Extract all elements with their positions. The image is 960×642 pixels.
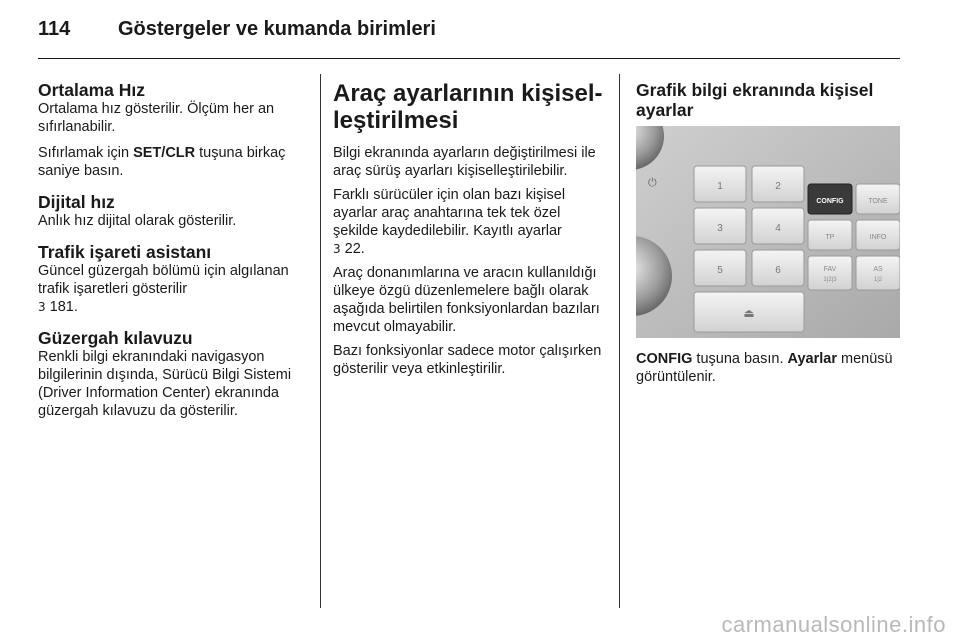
page-reference: 181. (49, 299, 78, 315)
text-personalisation-intro: Bilgi ekranında ayarların değiştirilmesi ile araç sürüş ayarları kişiselleştirilebilir. (333, 145, 596, 179)
page-reference-icon: 3 (333, 242, 341, 256)
text-average-speed: Ortalama hız gösterilir. Ölçüm her an sıfırlanabilir. (38, 101, 275, 135)
key-config: CONFIG (816, 198, 844, 205)
section-digital-speed (38, 192, 310, 230)
section-traffic-sign-assistant (38, 242, 310, 316)
power-icon: ⏻ (648, 176, 657, 189)
text-engine-running-note: Bazı fonksiyonlar sadece motor çalışırken gösterilir veya etkinleştirilir. (333, 343, 602, 377)
key-as: AS (873, 266, 883, 273)
key-tp: TP (825, 234, 835, 241)
text-equipment-note: Araç donanımlarına ve aracın kullanıldığı ülkeye özgü düzenlemelere bağlı olarak aşağıda belirtilen fonksiyonlardan bazıları mevcut olmayabilir. (333, 265, 600, 335)
text-config-instruction: CONFIG tuşuna basın. Ayarlar menüsü görüntülenir. (636, 351, 893, 385)
page-reference: 22. (344, 241, 365, 257)
text-route-guidance: Renkli bilgi ekranındaki navigasyon bilgilerinin dışında, Sürücü Bilgi Sistemi (Driver Information Center) ekranında güzergah kılavuzu da gösterilir. (38, 349, 292, 419)
column-middle (333, 80, 608, 384)
heading-route-guidance: Güzergah kılavuzu (38, 328, 193, 348)
key-fav-sub: 1|2|3 (823, 277, 837, 283)
key-set-clr: SET/CLR (133, 145, 196, 161)
key-2: 2 (775, 181, 781, 192)
heading-traffic-sign-assistant: Trafik işareti asistanı (38, 242, 212, 262)
key-config-label: CONFIG (636, 351, 693, 367)
heading-digital-speed: Dijital hız (38, 192, 115, 212)
header-rule (38, 58, 900, 59)
key-3: 3 (717, 223, 723, 234)
eject-icon: ⏏ (743, 306, 755, 320)
heading-vehicle-personalisation: Araç ayarlarının kişisel-leştirilmesi (333, 80, 603, 134)
text-traffic-sign-assistant: Güncel güzergah bölümü için algılanan trafik işaretleri gösterilir 3 181. (38, 263, 289, 315)
key-fav: FAV (823, 266, 837, 273)
column-left (38, 80, 310, 432)
key-5: 5 (717, 265, 723, 276)
heading-average-speed: Ortalama Hız (38, 80, 145, 100)
key-as-sub: 1|2 (873, 277, 883, 283)
key-6: 6 (775, 265, 781, 276)
menu-settings-label: Ayarlar (787, 351, 837, 367)
control-panel-photo (636, 126, 900, 338)
page-number: 114 (38, 18, 71, 40)
text-digital-speed: Anlık hız dijital olarak gösterilir. (38, 213, 237, 229)
watermark: carmanualsonline.info (721, 612, 946, 637)
heading-graphic-display-settings: Grafik bilgi ekranında kişisel ayarlar (636, 80, 874, 120)
running-title: Göstergeler ve kumanda birimleri (118, 18, 436, 40)
column-divider-2 (619, 74, 620, 608)
key-1: 1 (717, 181, 723, 192)
text-reset-instruction: Sıfırlamak için SET/CLR tuşuna birkaç saniye basın. (38, 145, 286, 179)
text-key-settings: Farklı sürücüler için olan bazı kişisel ayarlar araç anahtarına tek tek özel şekilde kaydedilebilir. Kayıtlı ayarlar 3 22. (333, 187, 566, 257)
column-right (636, 80, 904, 394)
page-reference-icon: 3 (38, 300, 46, 314)
section-route-guidance (38, 328, 310, 420)
column-divider-1 (320, 74, 321, 608)
key-info: INFO (869, 234, 887, 241)
section-average-speed (38, 80, 310, 180)
key-4: 4 (775, 223, 781, 234)
key-tone: TONE (868, 198, 888, 205)
